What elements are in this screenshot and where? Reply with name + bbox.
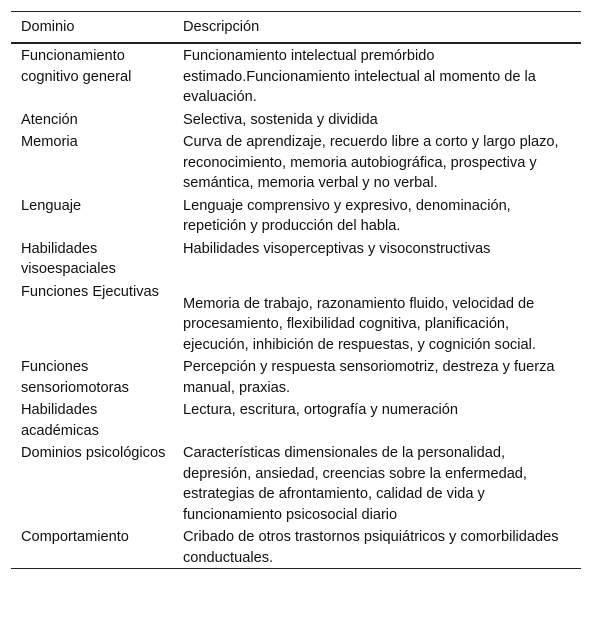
description-cell: Cribado de otros trastornos psiquiátricos y comorbilidades conductuales. <box>183 529 559 566</box>
description-cell: Curva de aprendizaje, recuerdo libre a corto y largo plazo, reconocimiento, memoria autobiográfica, prospectiva y semántica, memoria verbal y no verbal. <box>183 134 559 191</box>
domains-table <box>11 11 581 569</box>
table-row <box>11 237 581 280</box>
table-row <box>11 130 581 194</box>
header-row <box>11 12 581 44</box>
table-row <box>11 108 581 131</box>
table-row <box>11 43 581 108</box>
domain-cell: Lenguaje <box>21 197 82 214</box>
domain-cell: Funcionamiento cognitivo general <box>21 48 132 85</box>
domain-cell: Memoria <box>21 134 78 150</box>
description-cell: Lectura, escritura, ortografía y numeración <box>183 402 458 418</box>
table-body <box>11 43 581 569</box>
table-row <box>11 441 581 525</box>
table-header <box>11 12 581 44</box>
description-cell: Características dimensionales de la personalidad, depresión, ansiedad, creencias sobre la enfermedad, estrategias de afrontamiento, calidad de vida y funcionamiento psicosocial diario <box>183 445 527 523</box>
header-domain: Dominio <box>21 18 75 35</box>
domain-cell: Comportamiento <box>21 529 129 545</box>
description-cell: Funcionamiento intelectual premórbido estimado.Funcionamiento intelectual al momento de la evaluación. <box>183 48 536 105</box>
description-cell: Lenguaje comprensivo y expresivo, denominación, repetición y producción del habla. <box>183 197 511 234</box>
table-row <box>11 194 581 237</box>
domain-cell: Funciones Ejecutivas <box>21 283 159 300</box>
domain-cell: Habilidades visoespaciales <box>21 240 116 277</box>
table-row <box>11 398 581 441</box>
domain-cell: Habilidades académicas <box>21 402 99 439</box>
table-row <box>11 355 581 398</box>
domain-cell: Dominios psicológicos <box>21 445 166 461</box>
header-description: Descripción <box>183 18 260 35</box>
description-cell: Percepción y respuesta sensoriomotriz, destreza y fuerza manual, praxias. <box>183 359 555 396</box>
table-row <box>11 280 581 356</box>
domain-cell: Atención <box>21 111 78 128</box>
domains-table-container <box>11 11 581 569</box>
description-cell: Habilidades visoperceptivas y visoconstructivas <box>183 240 491 257</box>
description-cell: Memoria de trabajo, razonamiento fluido, velocidad de procesamiento, flexibilidad cognitiva, planificación, ejecución, inhibición de respuestas, y cognición social. <box>183 295 536 353</box>
domain-cell: Funciones sensoriomotoras <box>21 359 129 396</box>
table-row <box>11 525 581 569</box>
description-cell: Selectiva, sostenida y dividida <box>183 111 378 128</box>
